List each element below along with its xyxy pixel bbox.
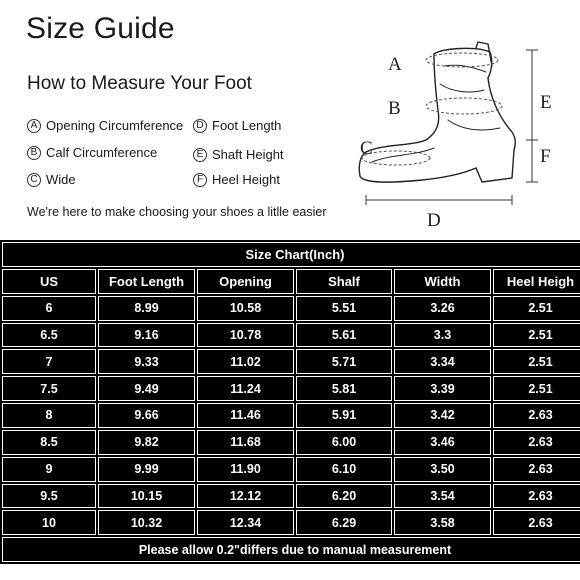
table-cell: 9.5 <box>2 484 96 509</box>
table-cell: 2.63 <box>493 403 580 428</box>
tagline: We're here to make choosing your shoes a litlle easier <box>27 205 327 219</box>
table-cell: 3.58 <box>394 510 491 535</box>
table-cell: 2.63 <box>493 510 580 535</box>
table-cell: 6.20 <box>296 484 392 509</box>
legend-item-e <box>193 147 284 162</box>
table-cell: 9.16 <box>98 323 195 348</box>
legend-letter-b: B <box>27 146 41 160</box>
column-header: Foot Length <box>98 269 195 294</box>
size-chart-grid <box>2 242 578 562</box>
legend-label-c: Wide <box>46 172 76 187</box>
legend-label-f: Heel Height <box>212 172 280 187</box>
table-cell: 3.34 <box>394 349 491 374</box>
table-cell: 7 <box>2 349 96 374</box>
legend-label-d: Foot Length <box>212 118 282 133</box>
table-cell: 3.54 <box>394 484 491 509</box>
table-cell: 9.82 <box>98 430 195 455</box>
table-cell: 6.10 <box>296 457 392 482</box>
diagram-label-a: A <box>388 54 402 75</box>
table-cell: 11.46 <box>197 403 294 428</box>
table-cell: 5.91 <box>296 403 392 428</box>
column-header: Width <box>394 269 491 294</box>
table-cell: 2.51 <box>493 349 580 374</box>
page-title: Size Guide <box>26 12 175 45</box>
table-cell: 5.61 <box>296 323 392 348</box>
table-cell: 8.5 <box>2 430 96 455</box>
legend-letter-f: F <box>193 173 207 187</box>
table-cell: 2.63 <box>493 430 580 455</box>
boot-measurement-diagram <box>352 36 580 236</box>
table-cell: 12.34 <box>197 510 294 535</box>
table-cell: 10 <box>2 510 96 535</box>
legend-letter-e: E <box>193 148 207 162</box>
diagram-label-d: D <box>427 210 441 231</box>
legend-letter-c: C <box>27 173 41 187</box>
legend-item-f <box>193 172 280 187</box>
legend-item-a <box>27 118 183 133</box>
table-cell: 3.26 <box>394 296 491 321</box>
table-cell: 5.51 <box>296 296 392 321</box>
table-cell: 6.00 <box>296 430 392 455</box>
legend-label-b: Calf Circumference <box>46 145 158 160</box>
table-cell: 11.68 <box>197 430 294 455</box>
diagram-label-b: B <box>388 98 401 119</box>
diagram-label-f: F <box>540 146 551 167</box>
table-cell: 9.66 <box>98 403 195 428</box>
legend-label-e: Shaft Height <box>212 147 284 162</box>
size-chart-title: Size Chart(Inch) <box>2 242 580 267</box>
table-cell: 5.71 <box>296 349 392 374</box>
table-cell: 2.63 <box>493 484 580 509</box>
table-cell: 9.49 <box>98 376 195 401</box>
table-cell: 8.99 <box>98 296 195 321</box>
table-cell: 2.51 <box>493 376 580 401</box>
legend-label-a: Opening Circumference <box>46 118 184 133</box>
table-cell: 3.50 <box>394 457 491 482</box>
diagram-label-e: E <box>540 92 552 113</box>
table-cell: 11.90 <box>197 457 294 482</box>
column-header: Heel Heigh <box>493 269 580 294</box>
table-cell: 2.63 <box>493 457 580 482</box>
table-cell: 2.51 <box>493 323 580 348</box>
opening-circumference-marker <box>426 53 498 67</box>
table-cell: 3.3 <box>394 323 491 348</box>
diagram-label-c: C <box>360 138 373 159</box>
table-cell: 7.5 <box>2 376 96 401</box>
table-cell: 9.33 <box>98 349 195 374</box>
legend-letter-d: D <box>193 119 207 133</box>
table-cell: 11.24 <box>197 376 294 401</box>
size-chart-footnote: Please allow 0.2"differs due to manual measurement <box>2 537 580 562</box>
table-cell: 3.39 <box>394 376 491 401</box>
table-cell: 9 <box>2 457 96 482</box>
table-cell: 10.32 <box>98 510 195 535</box>
table-cell: 3.42 <box>394 403 491 428</box>
legend-item-b <box>27 145 157 160</box>
table-cell: 8 <box>2 403 96 428</box>
table-cell: 10.58 <box>197 296 294 321</box>
table-cell: 12.12 <box>197 484 294 509</box>
table-cell: 10.15 <box>98 484 195 509</box>
table-cell: 6 <box>2 296 96 321</box>
legend-item-c <box>27 172 76 187</box>
column-header: Opening <box>197 269 294 294</box>
column-header: US <box>2 269 96 294</box>
table-cell: 6.5 <box>2 323 96 348</box>
page-subtitle: How to Measure Your Foot <box>27 73 252 94</box>
table-cell: 11.02 <box>197 349 294 374</box>
table-cell: 9.99 <box>98 457 195 482</box>
size-chart-table <box>0 240 580 564</box>
table-cell: 3.46 <box>394 430 491 455</box>
legend-letter-a: A <box>27 119 41 133</box>
column-header: Shalf <box>296 269 392 294</box>
legend-item-d <box>193 118 281 133</box>
table-cell: 6.29 <box>296 510 392 535</box>
table-cell: 5.81 <box>296 376 392 401</box>
table-cell: 2.51 <box>493 296 580 321</box>
table-cell: 10.78 <box>197 323 294 348</box>
